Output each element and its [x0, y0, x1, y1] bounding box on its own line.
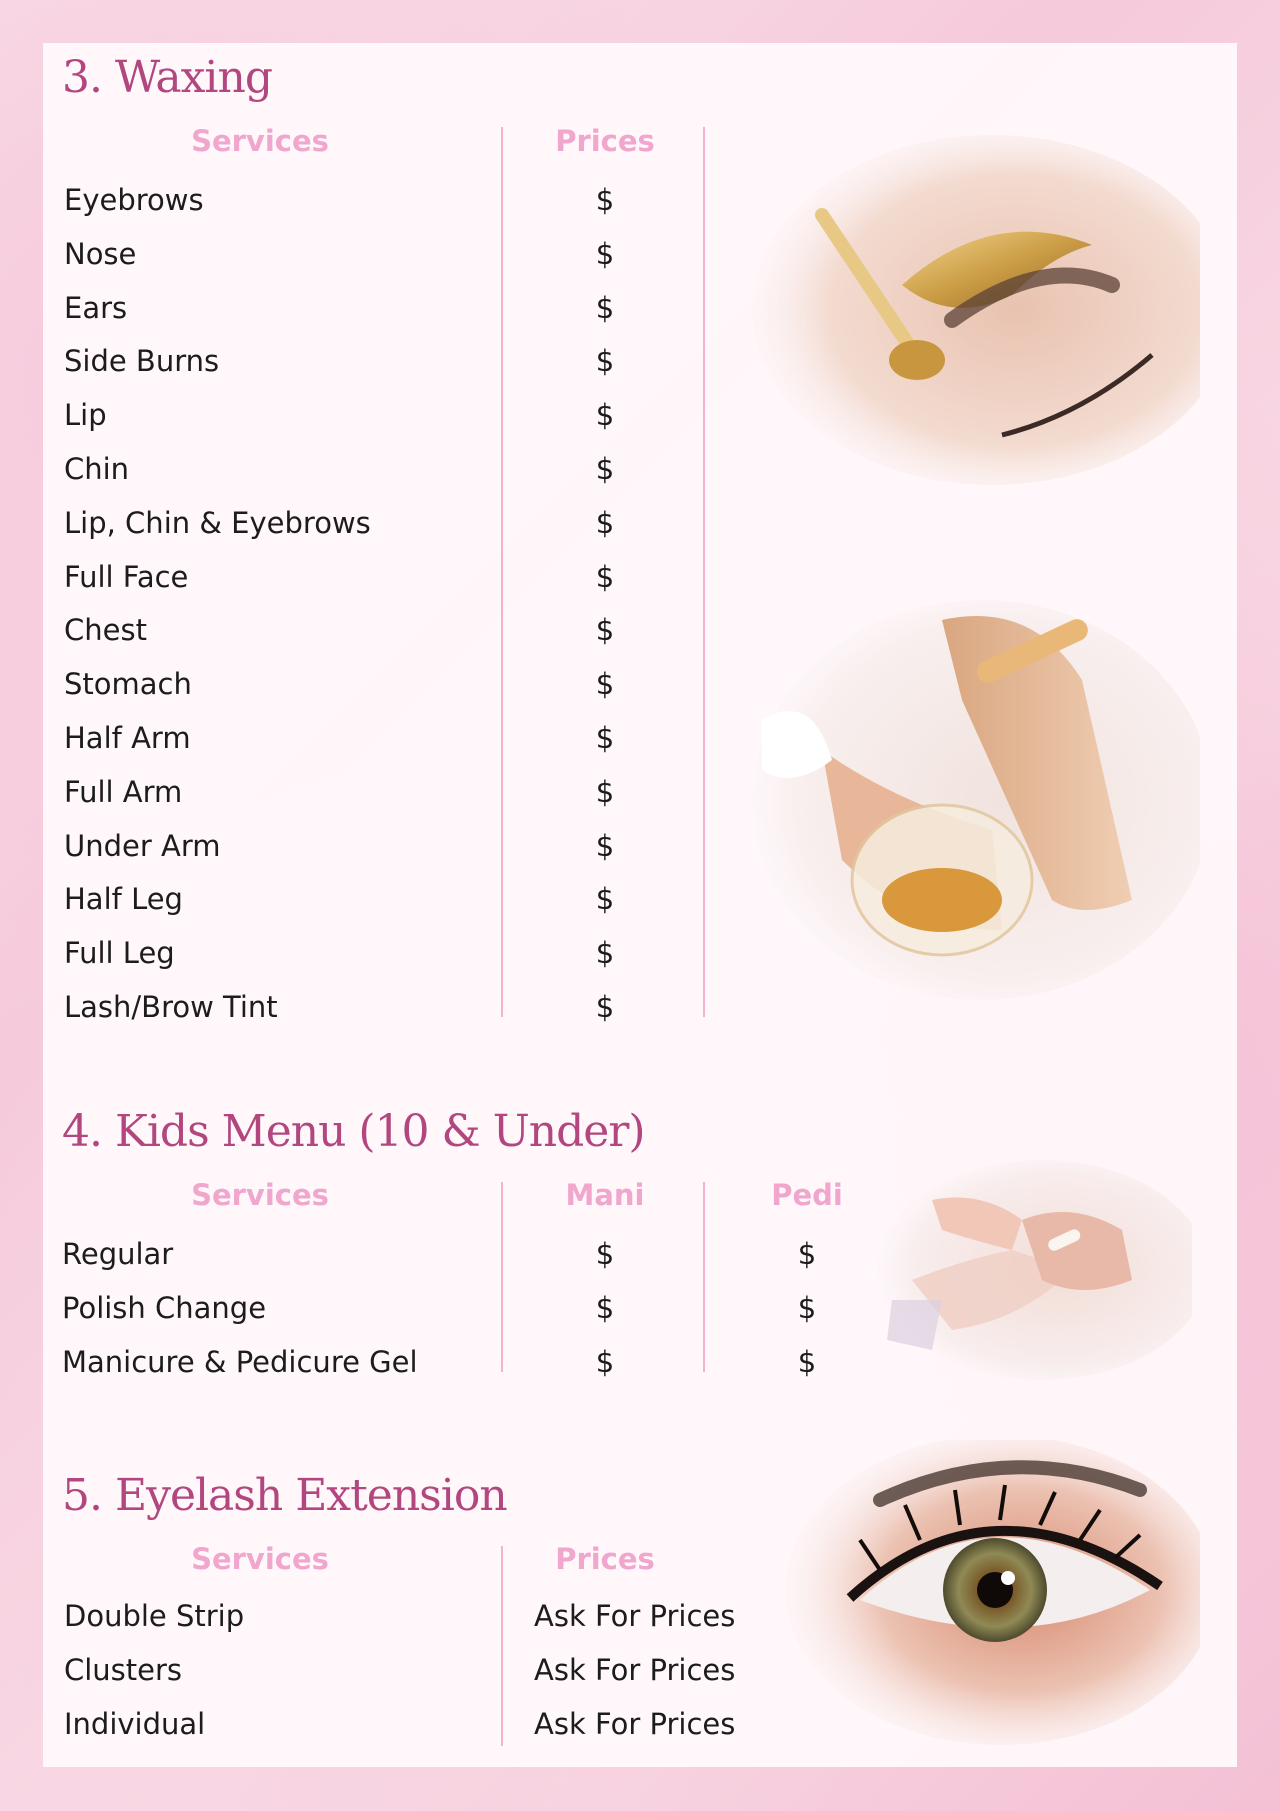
eyelash-divider: [501, 1546, 503, 1746]
leg-waxing-photo: [752, 600, 1200, 1000]
waxing-service-name: Half Arm: [64, 720, 191, 755]
waxing-price: $: [595, 720, 615, 755]
kids-service-name: Regular: [62, 1237, 174, 1271]
waxing-service-name: Lash/Brow Tint: [64, 989, 278, 1024]
eyebrow-waxing-photo: [752, 135, 1200, 490]
waxing-divider-2: [703, 127, 705, 1017]
waxing-price: $: [595, 236, 615, 271]
waxing-title: 3. Waxing: [62, 52, 272, 103]
eyelash-service-name: Individual: [64, 1706, 206, 1741]
eyelash-service-name: Clusters: [64, 1652, 183, 1687]
waxing-price: $: [595, 774, 615, 809]
waxing-price-list: [560, 174, 650, 1035]
eyelash-prices-header: Prices: [555, 1542, 655, 1576]
waxing-price: $: [595, 828, 615, 863]
waxing-service-name: Full Face: [64, 559, 189, 594]
waxing-service-name: Stomach: [64, 667, 192, 702]
kids-mani-header: Mani: [565, 1178, 645, 1212]
waxing-service-name: Full Arm: [64, 774, 183, 809]
waxing-divider-1: [501, 127, 503, 1017]
kids-mani-list: [560, 1228, 650, 1389]
waxing-price: $: [595, 613, 615, 648]
waxing-service-name: Nose: [64, 236, 137, 271]
waxing-service-name: Chest: [64, 613, 147, 648]
waxing-price: $: [595, 936, 615, 971]
eyelash-price: Ask For Prices: [534, 1652, 736, 1687]
waxing-service-name: Lip: [64, 398, 107, 433]
kids-divider-1: [501, 1182, 503, 1372]
kids-pedi-header: Pedi: [771, 1178, 843, 1212]
waxing-price: $: [595, 989, 615, 1024]
kids-manicure-photo: [872, 1160, 1192, 1380]
eyelash-title: 5. Eyelash Extension: [62, 1470, 507, 1521]
waxing-price: $: [595, 667, 615, 702]
eyelash-service-name: Double Strip: [64, 1599, 245, 1633]
kids-service-name: Manicure & Pedicure Gel: [62, 1344, 418, 1379]
waxing-services-header: Services: [191, 124, 329, 158]
eyelash-price: Ask For Prices: [534, 1599, 736, 1633]
waxing-price: $: [595, 559, 615, 594]
waxing-service-name: Half Leg: [64, 882, 183, 917]
waxing-price: $: [595, 398, 615, 433]
waxing-price: $: [595, 451, 615, 486]
waxing-service-name: Lip, Chin & Eyebrows: [64, 505, 371, 540]
eyelash-price: Ask For Prices: [534, 1706, 736, 1741]
kids-divider-2: [703, 1182, 705, 1372]
kids-pedi-price: $: [797, 1290, 817, 1325]
kids-service-list: [62, 1228, 492, 1389]
waxing-service-name: Under Arm: [64, 828, 221, 863]
kids-title: 4. Kids Menu (10 & Under): [62, 1106, 645, 1157]
waxing-service-name: Side Burns: [64, 344, 220, 379]
waxing-prices-header: Prices: [555, 124, 655, 158]
waxing-service-list: [64, 174, 484, 1035]
eyelash-service-list: [64, 1590, 484, 1751]
kids-mani-price: $: [595, 1237, 615, 1271]
kids-mani-price: $: [595, 1344, 615, 1379]
eyelash-services-header: Services: [191, 1542, 329, 1576]
kids-mani-price: $: [595, 1290, 615, 1325]
eyelash-price-list: [534, 1590, 774, 1751]
kids-services-header: Services: [191, 1178, 329, 1212]
waxing-price: $: [595, 183, 615, 217]
waxing-price: $: [595, 882, 615, 917]
waxing-service-name: Chin: [64, 451, 130, 486]
kids-pedi-price: $: [797, 1237, 817, 1271]
waxing-service-name: Full Leg: [64, 936, 175, 971]
waxing-service-name: Ears: [64, 290, 128, 325]
kids-service-name: Polish Change: [62, 1290, 267, 1325]
waxing-price: $: [595, 344, 615, 379]
waxing-price: $: [595, 505, 615, 540]
kids-pedi-list: [762, 1228, 852, 1389]
kids-pedi-price: $: [797, 1344, 817, 1379]
waxing-service-name: Eyebrows: [64, 183, 204, 217]
eyelash-photo: [770, 1440, 1200, 1750]
waxing-price: $: [595, 290, 615, 325]
